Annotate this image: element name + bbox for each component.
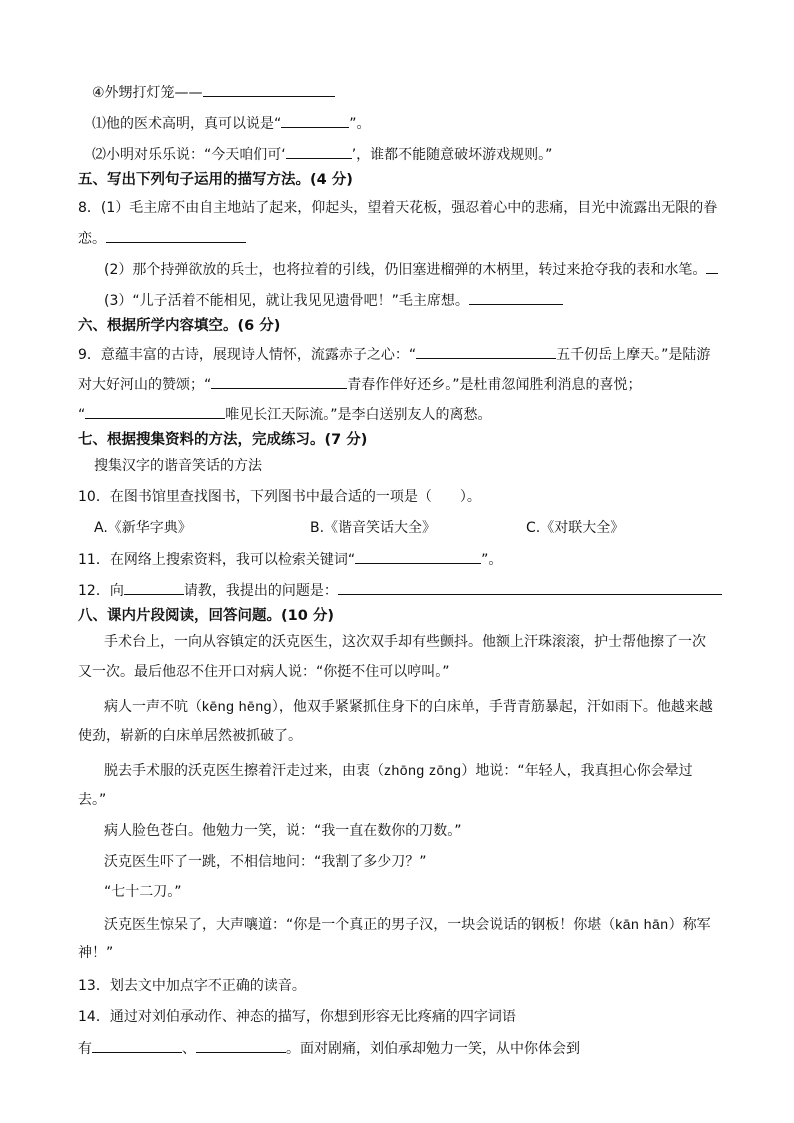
passage-p4: 病人脸色苍白。他勉力一笑，说：“我一直在数你的刀数。” (104, 823, 462, 839)
answer-blank[interactable] (281, 113, 349, 128)
passage-p7: 沃克医生惊呆了，大声嚷道：“你是一个真正的男子汉，一块会说话的钢板！你堪（kān hān）称军 (104, 916, 711, 933)
question-14-cont: 有 、 。面对剧痛，刘伯承却勉力一笑，从中你体会到 (78, 1038, 580, 1059)
question-8-line2: 恋。 (78, 228, 246, 249)
question-10-text: 10．在图书馆里查找图书，下列图书中最合适的一项是（ ）。 (78, 489, 481, 505)
question-8-item3: (3）“儿子活着不能相见，就让我见见遗骨吧！”毛主席想。 (104, 290, 563, 311)
section-7-heading: 七、根据搜集资料的方法，完成练习。(7 分) (78, 432, 368, 448)
answer-blank[interactable] (106, 228, 246, 243)
passage-p3: 脱去手术服的沃克医生擦着汗走过来，由衷（zhōng zōng）地说：“年轻人，我真担心你会晕过 (104, 762, 693, 779)
question-9-line3: “ 唯见长江天际流。”是李白送别友人的离愁。 (78, 404, 492, 425)
section-7-subtitle: 搜集汉字的谐音笑话的方法 (94, 458, 262, 474)
pinyin-annotation: zhōng zōng (384, 762, 462, 778)
question-8-item2: (2）那个持弹欲放的兵士，也将拉着的引线，仍旧塞进榴弹的木柄里，转过来抢夺我的表和水笔。 (104, 259, 718, 280)
question-13: 13．划去文中加点字不正确的读音。 (78, 978, 306, 994)
idiom-line-4: ④外甥打灯笼—— (92, 82, 335, 103)
question-12: 12．向 请教，我提出的问题是： (78, 580, 722, 601)
passage-p5: 沃克医生吓了一跳，不相信地问：“我割了多少刀？” (104, 854, 427, 870)
answer-blank[interactable] (203, 82, 335, 97)
answer-blank[interactable] (92, 1038, 182, 1053)
passage-p3-cont: 去。” (78, 792, 107, 808)
answer-blank[interactable] (416, 344, 556, 359)
idiom-sentence-1: ⑴他的医术高明，真可以说是“ ”。 (92, 113, 371, 134)
answer-blank[interactable] (286, 144, 352, 159)
answer-blank[interactable] (211, 374, 347, 389)
passage-p7-cont: 神！” (78, 945, 114, 961)
option-c[interactable]: C.《对联大全》 (526, 520, 625, 536)
question-9-line2: 对大好河山的赞颂；“ 青春作伴好还乡。”是杜甫忽闻胜利消息的喜悦； (78, 374, 642, 395)
pinyin-annotation: kēng hēng (202, 698, 272, 714)
answer-blank[interactable] (469, 290, 563, 305)
answer-blank[interactable] (124, 580, 184, 595)
option-b[interactable]: B.《谐音笑话大全》 (310, 520, 437, 536)
passage-p1-cont: 又一次。最后他忍不住开口对病人说：“你挺不住可以哼叫。” (78, 664, 450, 680)
question-11: 11．在网络上搜索资料，我可以检索关键词“ ”。 (78, 549, 502, 570)
answer-blank[interactable] (338, 580, 722, 595)
idiom-sentence-2: ⑵小明对乐乐说：“今天咱们可‘ ’，谁都不能随意破坏游戏规则。” (92, 144, 552, 165)
answer-blank[interactable] (706, 259, 718, 274)
passage-p1: 手术台上，一向从容镇定的沃克医生，这次双手却有些颤抖。他额上汗珠滚滚，护士帮他擦了一次 (104, 634, 706, 650)
answer-blank[interactable] (355, 549, 481, 564)
answer-blank[interactable] (85, 404, 225, 419)
answer-blank[interactable] (196, 1038, 286, 1053)
passage-p6: “七十二刀。” (104, 884, 182, 900)
question-14: 14．通过对刘伯承动作、神态的描写，你想到形容无比疼痛的四字词语 (78, 1009, 516, 1025)
section-8-heading: 八、课内片段阅读，回答问题。(10 分) (78, 608, 334, 624)
passage-p2-cont: 使劲，崭新的白床单居然被抓破了。 (78, 728, 302, 744)
pinyin-annotation: kān hān (615, 916, 669, 932)
passage-p2: 病人一声不吭（kēng hēng），他双手紧紧抓住身下的白床单，手背青筋暴起，汗如雨下。他越来越 (104, 698, 713, 715)
section-5-heading: 五、写出下列句子运用的描写方法。(4 分) (78, 172, 353, 188)
question-8-text: 8．(1）毛主席不由自主地站了起来，仰起头，望着天花板，强忍着心中的悲痛，目光中流露出无限的眷 (78, 200, 718, 216)
option-a[interactable]: A.《新华字典》 (94, 520, 192, 536)
question-9-line1: 9．意蕴丰富的古诗，展现诗人情怀，流露赤子之心：“ 五千仞岳上摩天。”是陆游 (78, 344, 710, 365)
section-6-heading: 六、根据所学内容填空。(6 分) (78, 318, 281, 334)
